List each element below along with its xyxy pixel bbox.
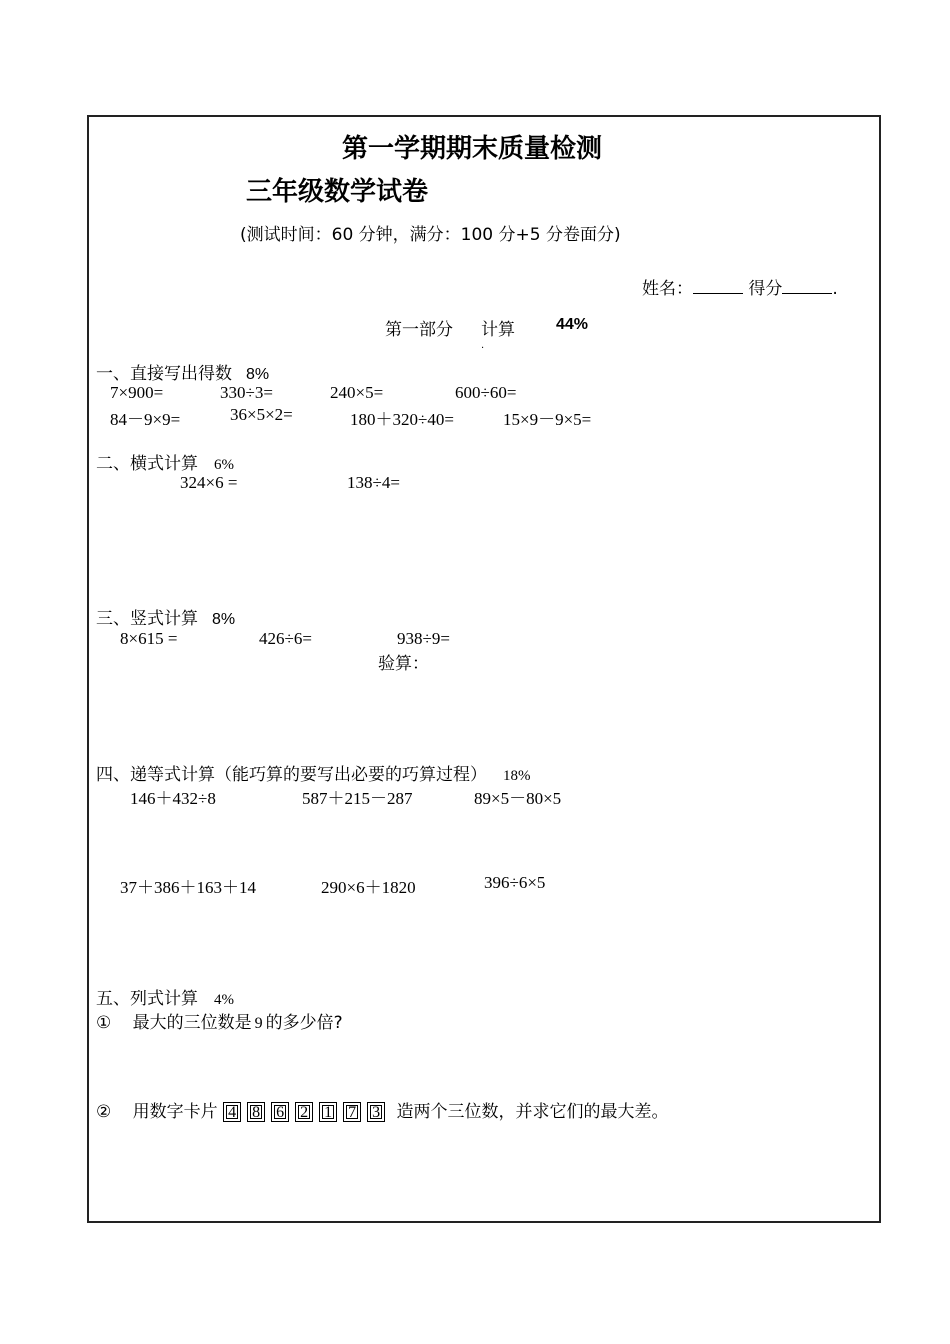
s1-problem-6: 36×5×2= [230, 405, 293, 424]
s5-question-2 [96, 1097, 668, 1122]
q1-text-b: 的多少倍? [265, 1013, 343, 1033]
digit-card-7: 7 [343, 1102, 361, 1122]
section-4-percent: 18% [503, 768, 531, 784]
section-3-title: 三、竖式计算 [96, 609, 198, 629]
digit-card-1: 1 [319, 1102, 337, 1122]
digit-cards [223, 1102, 396, 1122]
score-label: 得分 [748, 279, 783, 299]
s4-problem-3: 89×5－80×5 [474, 789, 562, 808]
s2-problem-2: 138÷4= [347, 473, 400, 492]
s1-problem-7: 180＋320÷40= [350, 410, 454, 429]
section-5-heading [96, 984, 234, 1009]
digit-card-8: 8 [247, 1102, 265, 1122]
name-blank[interactable] [693, 279, 743, 294]
s1-problem-3: 240×5= [330, 383, 384, 402]
s5-question-1 [96, 1008, 343, 1033]
end-mark: . [832, 279, 838, 299]
q2-number: ② [96, 1102, 112, 1122]
s4-problem-5: 290×6＋1820 [321, 878, 416, 897]
section-2-title: 二、横式计算 [96, 454, 198, 474]
part-name: 计算 [481, 320, 515, 340]
s3-check-label: 验算： [378, 654, 429, 674]
q1-text-a: 最大的三位数是 [132, 1013, 252, 1033]
s1-problem-1: 7×900= [110, 383, 164, 402]
section-3-percent: 8% [212, 611, 236, 628]
section-5-percent: 4% [214, 992, 234, 1008]
digit-card-4: 4 [223, 1102, 241, 1122]
exam-info: (测试时间：60 分钟，满分：100 分+5 分卷面分) [240, 225, 621, 245]
s2-problem-1: 324×6 = [180, 473, 238, 492]
section-1-heading [96, 359, 269, 384]
q2-text-b: 造两个三位数，并求它们的最大差。 [396, 1102, 669, 1122]
section-2-percent: 6% [214, 457, 234, 473]
s4-problem-6: 396÷6×5 [484, 873, 546, 892]
digit-card-2: 2 [295, 1102, 313, 1122]
part-dot: . [481, 340, 485, 351]
section-2-heading [96, 449, 234, 474]
s1-problem-5: 84－9×9= [110, 410, 181, 429]
q1-number-value: 9 [254, 1015, 263, 1032]
exam-title: 第一学期期末质量检测 [342, 134, 603, 164]
digit-card-3: 3 [367, 1102, 385, 1122]
q2-text-a: 用数字卡片 [132, 1102, 218, 1122]
exam-subtitle: 三年级数学试卷 [246, 177, 429, 207]
section-1-title: 一、直接写出得数 [96, 364, 232, 384]
part-label: 第一部分 [385, 320, 453, 340]
section-4-title: 四、递等式计算（能巧算的要写出必要的巧算过程） [96, 765, 487, 785]
name-label: 姓名： [642, 279, 693, 299]
s4-problem-2: 587＋215－287 [302, 789, 413, 808]
digit-card-6: 6 [271, 1102, 289, 1122]
s1-problem-4: 600÷60= [455, 383, 517, 402]
section-5-title: 五、列式计算 [96, 989, 198, 1009]
s3-problem-3: 938÷9= [397, 629, 450, 648]
part-percent: 44% [556, 316, 589, 333]
s1-problem-2: 330÷3= [220, 383, 273, 402]
q1-number: ① [96, 1013, 112, 1033]
section-1-percent: 8% [246, 366, 270, 383]
s4-problem-1: 146＋432÷8 [130, 789, 216, 808]
student-info [642, 274, 838, 299]
score-blank[interactable] [782, 279, 832, 294]
section-4-heading [96, 760, 531, 785]
s3-problem-2: 426÷6= [259, 629, 312, 648]
s1-problem-8: 15×9－9×5= [503, 410, 592, 429]
s3-problem-1: 8×615 = [120, 629, 178, 648]
section-3-heading [96, 604, 235, 629]
s4-problem-4: 37＋386＋163＋14 [120, 878, 256, 897]
